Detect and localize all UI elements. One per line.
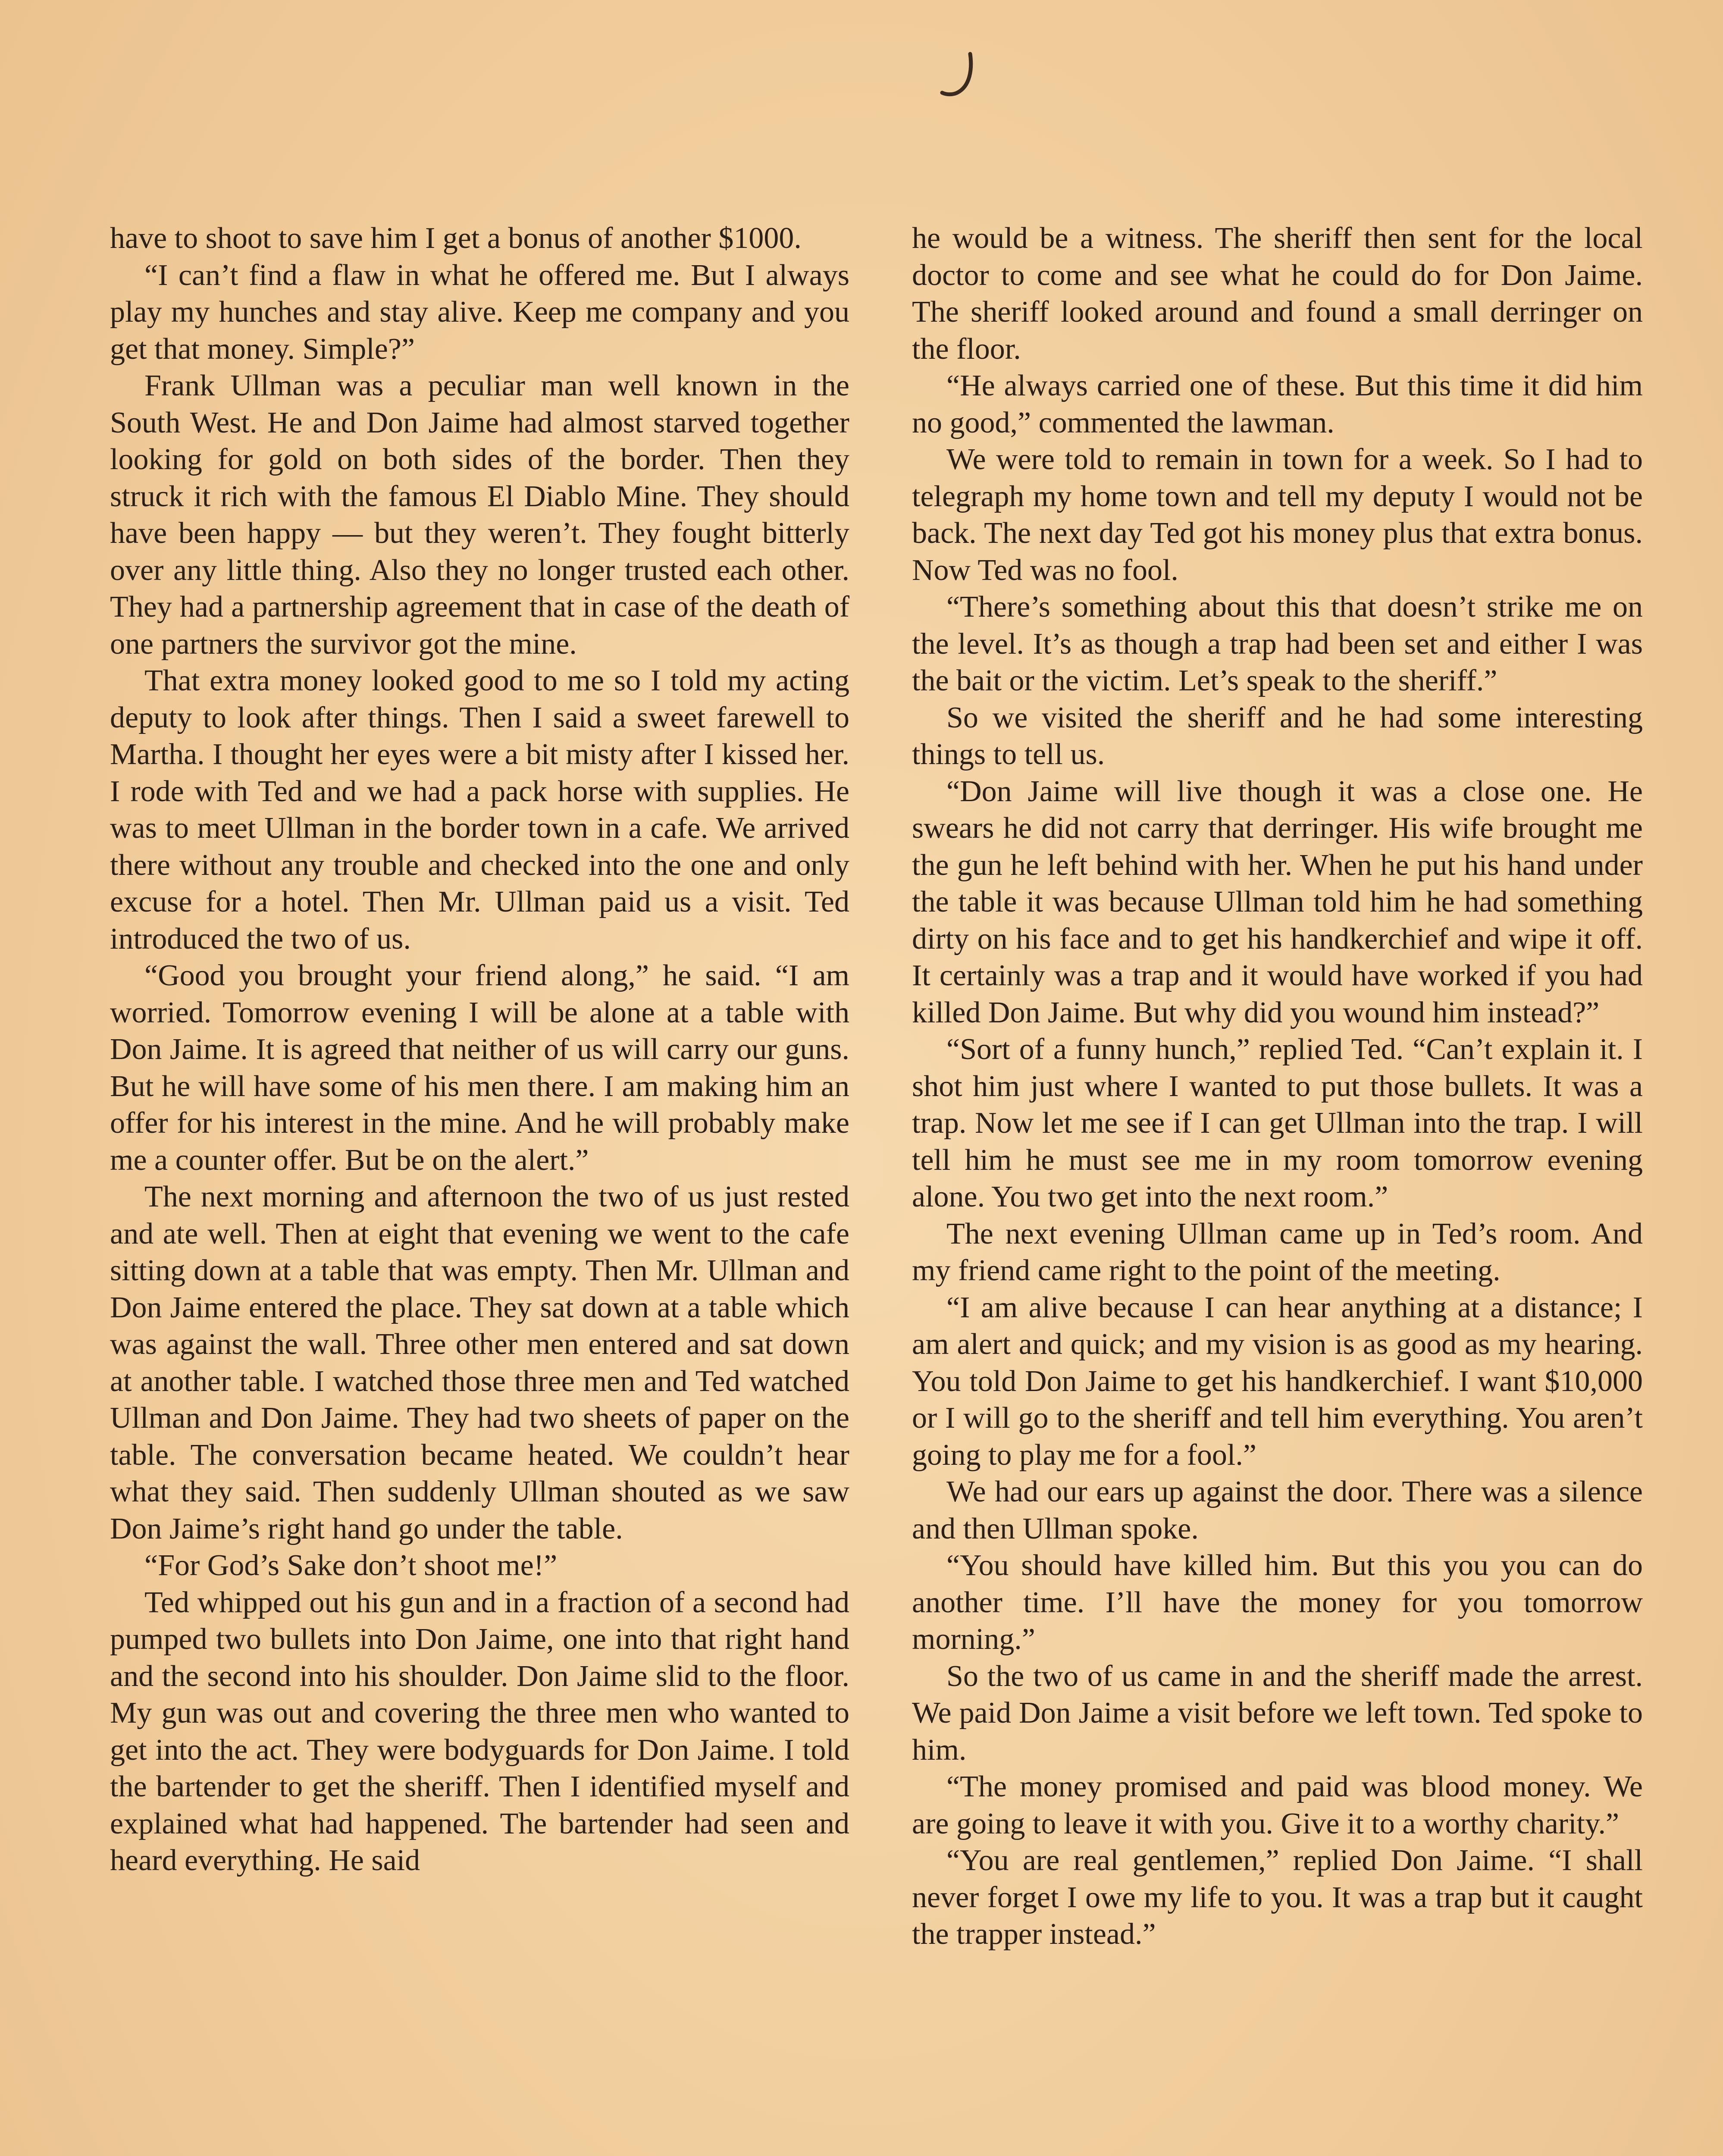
paragraph: “You are real gentlemen,” replied Don Jaime. “I shall never forget I owe my life to you. It was a trap but it caught the trapper instead.” xyxy=(912,1844,1643,1951)
paragraph: “You should have killed him. But this you you can do another time. I’ll have the money for you tomorrow morning.” xyxy=(912,1549,1643,1656)
paragraph: Ted whipped out his gun and in a fraction of a second had pumped two bullets into Don Jaime, one into that right hand and the second into his shoulder. Don Jaime slid to the floor. My gun was out and covering the three men who wanted to get into the act. They were bodyguards for Don Jaime. I told the bartender to get the sheriff. Then I identified myself and explained what had happened. The bartender had seen and heard everything. He said xyxy=(110,1586,849,1877)
pen-mark-icon xyxy=(940,52,979,99)
paragraph: The next evening Ullman came up in Ted’s room. And my friend came right to the point of the meeting. xyxy=(912,1217,1643,1287)
paragraph: That extra money looked good to me so I told my acting deputy to look after things. Then I said a sweet farewell to Martha. I thought her eyes were a bit misty after I kissed her. I rode with Ted and we had a pack horse with supplies. He was to meet Ullman in the border town in a cafe. We arrived there without any trouble and checked into the one and only excuse for a hotel. Then Mr. Ullman paid us a visit. Ted introduced the two of us. xyxy=(110,664,849,956)
paragraph: “Sort of a funny hunch,” replied Ted. “Can’t explain it. I shot him just where I wanted to put those bullets. It was a trap. Now let me see if I can get Ullman into the trap. I will tell him he must see me in my room tomorrow evening alone. You two get into the next room.” xyxy=(912,1033,1643,1213)
paragraph: “He always carried one of these. But this time it did him no good,” commented the lawman. xyxy=(912,369,1643,439)
paragraph: “I can’t find a flaw in what he offered me. But I always play my hunches and stay alive. Keep me company and you get that money. Simple?” xyxy=(110,258,849,366)
paragraph: “Don Jaime will live though it was a close one. He swears he did not carry that derringer. His wife brought me the gun he left behind with her. When he put his hand under the table it was because Ullman told him he had something dirty on his face and to get his handkerchief and wipe it off. It certainly was a trap and it would have worked if you had killed Don Jaime. But why did you wound him instead?” xyxy=(912,774,1643,1029)
paragraph: “Good you brought your friend along,” he said. “I am worried. Tomorrow evening I will be alone at a table with Don Jaime. It is agreed that neither of us will carry our guns. But he will have some of his men there. I am making him an offer for his interest in the mine. And he will probably make me a counter offer. But be on the alert.” xyxy=(110,959,849,1177)
paragraph: “The money promised and paid was blood money. We are going to leave it with you. Give it to a worthy charity.” xyxy=(912,1770,1643,1840)
paragraph: “For God’s Sake don’t shoot me!” xyxy=(144,1549,558,1582)
paragraph: he would be a witness. The sheriff then sent for the local doctor to come and see what he could do for Don Jaime. The sheriff looked around and found a small derringer on the floor. xyxy=(912,222,1643,366)
paragraph: We had our ears up against the door. There was a silence and then Ullman spoke. xyxy=(912,1475,1643,1545)
paragraph: We were told to remain in town for a week. So I had to telegraph my home town and tell my deputy I would not be back. The next day Ted got his money plus that extra bonus. Now Ted was no fool. xyxy=(912,443,1643,587)
right-column xyxy=(912,220,1643,1953)
paragraph: So the two of us came in and the sheriff made the arrest. We paid Don Jaime a visit before we left town. Ted spoke to him. xyxy=(912,1659,1643,1767)
paragraph: So we visited the sheriff and he had some interesting things to tell us. xyxy=(912,701,1643,771)
paragraph: The next morning and afternoon the two of us just rested and ate well. Then at eight that evening we went to the cafe sitting down at a table that was empty. Then Mr. Ullman and Don Jaime entered the place. They sat down at a table which was against the wall. Three other men entered and sat down at another table. I watched those three men and Ted watched Ullman and Don Jaime. They had two sheets of paper on the table. The conversation became heated. We couldn’t hear what they said. Then suddenly Ullman shouted as we saw Don Jaime’s right hand go under the table. xyxy=(110,1180,849,1545)
paragraph: have to shoot to save him I get a bonus of another $1000. xyxy=(110,222,802,255)
paragraph: “I am alive because I can hear anything at a distance; I am alert and quick; and my vision is as good as my hearing. You told Don Jaime to get his handkerchief. I want $10,000 or I will go to the sheriff and tell him everything. You aren’t going to play me for a fool.” xyxy=(912,1291,1643,1472)
left-column xyxy=(110,220,849,1879)
paragraph: “There’s something about this that doesn’t strike me on the level. It’s as though a trap had been set and either I was the bait or the victim. Let’s speak to the sheriff.” xyxy=(912,590,1643,697)
paragraph: Frank Ullman was a peculiar man well known in the South West. He and Don Jaime had almost starved together looking for gold on both sides of the border. Then they struck it rich with the famous El Diablo Mine. They should have been happy — but they weren’t. They fought bitterly over any little thing. Also they no longer trusted each other. They had a partnership agreement that in case of the death of one partners the survivor got the mine. xyxy=(110,369,849,661)
